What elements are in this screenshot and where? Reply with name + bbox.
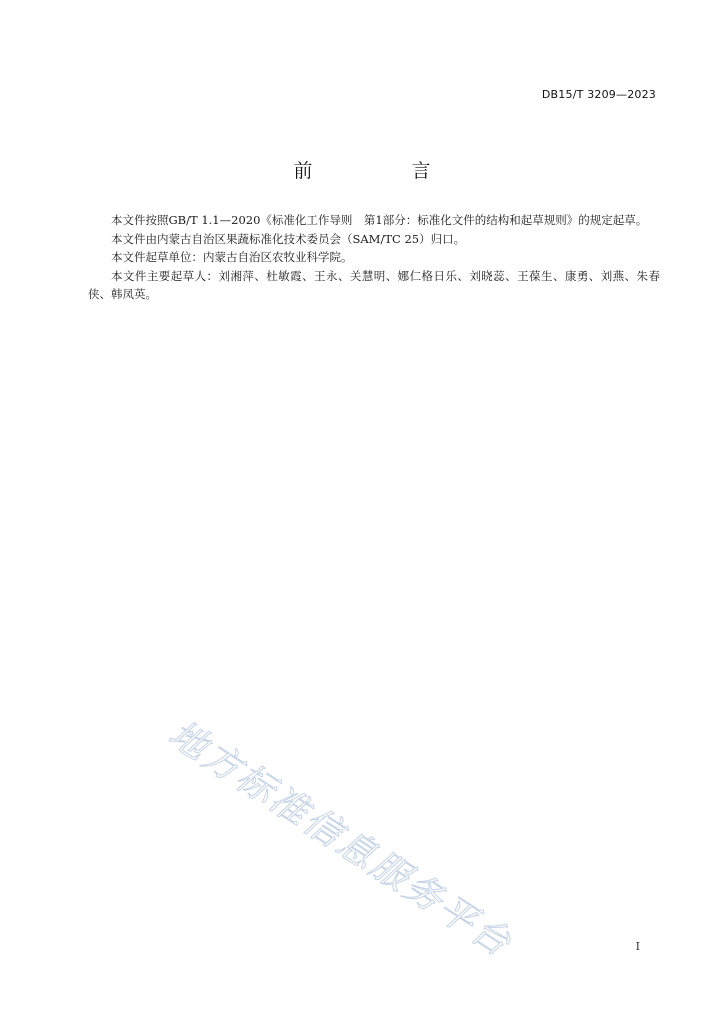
paragraph-committee: 本文件由内蒙古自治区果蔬标准化技术委员会（SAM/TC 25）归口。 (111, 231, 466, 246)
paragraph-drafting-rules: 本文件按照GB/T 1.1—2020《标准化工作导则 第1部分：标准化文件的结构和起草规则》的规定起草。 (111, 213, 648, 227)
paragraph-drafters: 本文件主要起草人：刘湘萍、杜敏霞、王永、关慧明、娜仁格日乐、刘晓蕊、王葆生、康勇、刘燕、朱春侠、韩凤英。 (88, 268, 660, 301)
page-number: I (635, 940, 640, 953)
standard-code: DB15/T 3209—2023 (541, 88, 656, 101)
page-title: 前 言 (293, 160, 471, 182)
foreword-body (88, 211, 660, 304)
watermark-text: 地方标准信息服务平台 (161, 711, 521, 966)
paragraph-drafting-unit: 本文件起草单位：内蒙古自治区农牧业科学院。 (111, 250, 353, 264)
